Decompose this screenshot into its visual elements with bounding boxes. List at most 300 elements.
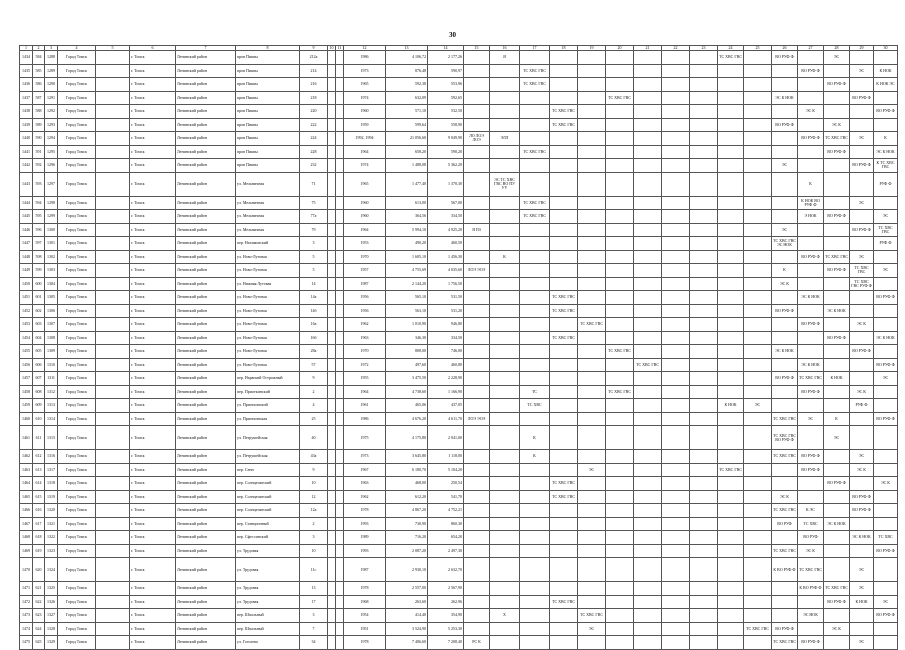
cell-c25 bbox=[744, 463, 772, 477]
cell-c16 bbox=[490, 463, 520, 477]
cell-c15 bbox=[464, 210, 490, 224]
cell-c29 bbox=[850, 291, 874, 305]
cell-house: 12 bbox=[300, 490, 328, 504]
cell-n: 1323 bbox=[45, 544, 58, 558]
cell-c15 bbox=[464, 331, 490, 345]
cell-c19: ТС ХВС ГВС bbox=[578, 318, 606, 332]
cell-street: ул. Трудовая bbox=[236, 544, 300, 558]
cell-c23 bbox=[690, 622, 718, 636]
cell-c29 bbox=[850, 477, 874, 491]
cell-town: г. Томск bbox=[130, 250, 176, 264]
cell-c19 bbox=[578, 595, 606, 609]
column-number: 12 bbox=[344, 46, 386, 51]
cell-c28 bbox=[824, 318, 850, 332]
cell-empty bbox=[328, 517, 336, 531]
cell-year: 1987 bbox=[344, 277, 386, 291]
cell-id: 1439 bbox=[20, 118, 33, 132]
cell-c17 bbox=[520, 159, 550, 173]
cell-c17 bbox=[520, 531, 550, 545]
cell-empty bbox=[328, 544, 336, 558]
cell-c28: ЭС К bbox=[824, 118, 850, 132]
cell-c22 bbox=[662, 399, 690, 413]
cell-area: 612,20 bbox=[386, 490, 428, 504]
cell-c15 bbox=[464, 159, 490, 173]
cell-c18: ТС ХВС ГВС bbox=[550, 595, 578, 609]
cell-house: 214 bbox=[300, 64, 328, 78]
cell-c22 bbox=[662, 145, 690, 159]
cell-c24 bbox=[718, 223, 744, 237]
cell-empty bbox=[328, 91, 336, 105]
cell-c19 bbox=[578, 223, 606, 237]
cell-c25 bbox=[744, 490, 772, 504]
cell-district: Ленинский район bbox=[176, 426, 236, 450]
cell-empty bbox=[328, 118, 336, 132]
cell-c29 bbox=[850, 51, 874, 65]
cell-house: 2 bbox=[300, 517, 328, 531]
cell-id: 1449 bbox=[20, 264, 33, 278]
cell-c23 bbox=[690, 210, 718, 224]
cell-total: 2 497,30 bbox=[428, 544, 464, 558]
cell-c27 bbox=[798, 331, 824, 345]
cell-c25 bbox=[744, 78, 772, 92]
cell-c25 bbox=[744, 582, 772, 596]
cell-empty bbox=[336, 504, 344, 518]
cell-town: г. Томск bbox=[130, 223, 176, 237]
cell-town: г. Томск bbox=[130, 159, 176, 173]
cell-c29: ТС ХВС ГВС РУФ Ф bbox=[850, 277, 874, 291]
cell-c25 bbox=[744, 450, 772, 464]
cell-empty bbox=[328, 172, 336, 196]
cell-c15 bbox=[464, 277, 490, 291]
cell-house: 75 bbox=[300, 196, 328, 210]
cell-empty bbox=[328, 399, 336, 413]
cell-c29: ЭС bbox=[850, 196, 874, 210]
cell-empty bbox=[336, 622, 344, 636]
cell-c15 bbox=[464, 450, 490, 464]
cell-empty bbox=[96, 544, 130, 558]
cell-c25 bbox=[744, 609, 772, 623]
cell-year: 1975 bbox=[344, 426, 386, 450]
cell-c15 bbox=[464, 477, 490, 491]
cell-empty bbox=[328, 277, 336, 291]
cell-c23 bbox=[690, 51, 718, 65]
cell-town: г. Томск bbox=[130, 264, 176, 278]
cell-c19 bbox=[578, 490, 606, 504]
cell-empty bbox=[328, 237, 336, 251]
cell-empty bbox=[96, 318, 130, 332]
cell-c21 bbox=[634, 622, 662, 636]
cell-year: 1961 bbox=[344, 399, 386, 413]
cell-city: Город Томск bbox=[58, 223, 96, 237]
cell-c29: К НОК bbox=[850, 595, 874, 609]
cell-area: 4 676,20 bbox=[386, 412, 428, 426]
cell-c21 bbox=[634, 582, 662, 596]
cell-city: Город Томск bbox=[58, 358, 96, 372]
cell-c17: ТС ХВС ГВС bbox=[520, 210, 550, 224]
cell-c25 bbox=[744, 172, 772, 196]
cell-street: ул. Ново-Лутовая bbox=[236, 358, 300, 372]
cell-c27 bbox=[798, 78, 824, 92]
cell-c24 bbox=[718, 358, 744, 372]
cell-c24 bbox=[718, 237, 744, 251]
cell-c28 bbox=[824, 105, 850, 119]
cell-year: 1962 bbox=[344, 318, 386, 332]
cell-c24 bbox=[718, 477, 744, 491]
cell-seq: 621 bbox=[33, 582, 45, 596]
cell-c28 bbox=[824, 237, 850, 251]
cell-id: 1437 bbox=[20, 91, 33, 105]
table-row bbox=[20, 105, 898, 119]
cell-c28: ТС ХВС ГВС bbox=[824, 250, 850, 264]
cell-empty bbox=[336, 531, 344, 545]
cell-c19 bbox=[578, 426, 606, 450]
cell-empty bbox=[96, 517, 130, 531]
cell-area: 490,20 bbox=[386, 237, 428, 251]
cell-c30 bbox=[874, 622, 898, 636]
table-row bbox=[20, 558, 898, 582]
cell-id: 1453 bbox=[20, 318, 33, 332]
cell-c18 bbox=[550, 159, 578, 173]
cell-area: 2 930,10 bbox=[386, 558, 428, 582]
cell-c25 bbox=[744, 51, 772, 65]
cell-c28: К НОК bbox=[824, 372, 850, 386]
cell-c23 bbox=[690, 582, 718, 596]
cell-id: 1459 bbox=[20, 399, 33, 413]
cell-street: ул. Мельничная bbox=[236, 172, 300, 196]
cell-c22 bbox=[662, 426, 690, 450]
cell-empty bbox=[336, 636, 344, 650]
cell-empty bbox=[96, 237, 130, 251]
cell-n: 1325 bbox=[45, 582, 58, 596]
cell-c30: К НОК ЭС bbox=[874, 78, 898, 92]
cell-street: пров Пияпы bbox=[236, 51, 300, 65]
cell-c30 bbox=[874, 318, 898, 332]
cell-c18 bbox=[550, 172, 578, 196]
cell-city: Город Томск bbox=[58, 636, 96, 650]
cell-c29: ЭС bbox=[850, 636, 874, 650]
table-row bbox=[20, 490, 898, 504]
cell-c20 bbox=[606, 582, 634, 596]
cell-c29 bbox=[850, 210, 874, 224]
cell-area: 263,60 bbox=[386, 595, 428, 609]
cell-street: ул. Трудовая bbox=[236, 582, 300, 596]
cell-n: 1328 bbox=[45, 622, 58, 636]
cell-street: ул. Петрушейская bbox=[236, 450, 300, 464]
cell-empty bbox=[96, 105, 130, 119]
cell-street: пер. Солнцепятский bbox=[236, 490, 300, 504]
cell-empty bbox=[96, 463, 130, 477]
cell-c29: ЭС К bbox=[850, 385, 874, 399]
cell-year: 1986 bbox=[344, 51, 386, 65]
cell-c24 bbox=[718, 78, 744, 92]
cell-c27: ВО РУФ Ф bbox=[798, 318, 824, 332]
cell-seq: 589 bbox=[33, 118, 45, 132]
cell-c15 bbox=[464, 51, 490, 65]
cell-id: 1455 bbox=[20, 345, 33, 359]
cell-year: 1992, 1994 bbox=[344, 132, 386, 146]
cell-c15 bbox=[464, 172, 490, 196]
cell-c20 bbox=[606, 145, 634, 159]
cell-total: 4 752,21 bbox=[428, 504, 464, 518]
cell-c30 bbox=[874, 304, 898, 318]
cell-n: 1297 bbox=[45, 172, 58, 196]
cell-c18: ТС ХВС ГВС bbox=[550, 118, 578, 132]
cell-c25 bbox=[744, 237, 772, 251]
cell-c22 bbox=[662, 636, 690, 650]
cell-c20 bbox=[606, 463, 634, 477]
cell-total: 590,20 bbox=[428, 145, 464, 159]
cell-c28 bbox=[824, 490, 850, 504]
cell-empty bbox=[336, 51, 344, 65]
cell-c16 bbox=[490, 490, 520, 504]
cell-c25 bbox=[744, 477, 772, 491]
cell-city: Город Томск bbox=[58, 622, 96, 636]
cell-c23 bbox=[690, 385, 718, 399]
cell-c19 bbox=[578, 450, 606, 464]
cell-house: 220 bbox=[300, 105, 328, 119]
cell-c21 bbox=[634, 196, 662, 210]
cell-district: Ленинский район bbox=[176, 450, 236, 464]
cell-id: 1465 bbox=[20, 490, 33, 504]
cell-c20 bbox=[606, 558, 634, 582]
cell-c23 bbox=[690, 477, 718, 491]
cell-c19 bbox=[578, 237, 606, 251]
cell-c15 bbox=[464, 372, 490, 386]
cell-street: пер. Сфессинский bbox=[236, 531, 300, 545]
cell-c15 bbox=[464, 463, 490, 477]
cell-c20 bbox=[606, 544, 634, 558]
cell-c28 bbox=[824, 91, 850, 105]
cell-n: 1317 bbox=[45, 463, 58, 477]
cell-c24 bbox=[718, 318, 744, 332]
cell-c26 bbox=[772, 250, 798, 264]
cell-c17 bbox=[520, 318, 550, 332]
cell-c18 bbox=[550, 558, 578, 582]
cell-c29 bbox=[850, 172, 874, 196]
table-row bbox=[20, 609, 898, 623]
cell-n: 1292 bbox=[45, 105, 58, 119]
cell-c22 bbox=[662, 609, 690, 623]
cell-area: 364,56 bbox=[386, 210, 428, 224]
cell-empty bbox=[96, 490, 130, 504]
cell-empty bbox=[328, 595, 336, 609]
cell-town: г. Томск bbox=[130, 450, 176, 464]
cell-area: 3 645,80 bbox=[386, 450, 428, 464]
cell-empty bbox=[328, 426, 336, 450]
cell-c26 bbox=[772, 172, 798, 196]
cell-city: Город Томск bbox=[58, 385, 96, 399]
cell-empty bbox=[96, 291, 130, 305]
cell-id: 1440 bbox=[20, 132, 33, 146]
cell-c25 bbox=[744, 91, 772, 105]
cell-year: 1978 bbox=[344, 504, 386, 518]
cell-n: 1296 bbox=[45, 159, 58, 173]
cell-town: г. Томск bbox=[130, 463, 176, 477]
cell-town: г. Томск bbox=[130, 196, 176, 210]
cell-house: 14б bbox=[300, 304, 328, 318]
cell-c16 bbox=[490, 636, 520, 650]
cell-c30 bbox=[874, 558, 898, 582]
cell-district: Ленинский район bbox=[176, 385, 236, 399]
cell-c18 bbox=[550, 412, 578, 426]
cell-c23 bbox=[690, 91, 718, 105]
cell-district: Ленинский район bbox=[176, 277, 236, 291]
cell-empty bbox=[96, 223, 130, 237]
cell-city: Город Томск bbox=[58, 331, 96, 345]
cell-c25 bbox=[744, 64, 772, 78]
cell-town: г. Томск bbox=[130, 277, 176, 291]
cell-c27 bbox=[798, 304, 824, 318]
cell-total: 946,80 bbox=[428, 318, 464, 332]
cell-c16 bbox=[490, 159, 520, 173]
table-row bbox=[20, 250, 898, 264]
cell-c23 bbox=[690, 291, 718, 305]
cell-c21 bbox=[634, 399, 662, 413]
cell-seq: 586 bbox=[33, 78, 45, 92]
cell-c24 bbox=[718, 118, 744, 132]
cell-c24 bbox=[718, 372, 744, 386]
cell-c25 bbox=[744, 277, 772, 291]
cell-city: Город Томск bbox=[58, 531, 96, 545]
cell-c30: К НОК bbox=[874, 64, 898, 78]
cell-c23 bbox=[690, 237, 718, 251]
cell-empty bbox=[96, 118, 130, 132]
table-row bbox=[20, 517, 898, 531]
cell-n: 1321 bbox=[45, 517, 58, 531]
cell-c23 bbox=[690, 450, 718, 464]
cell-house: 3 bbox=[300, 609, 328, 623]
cell-street: пров Пияпы bbox=[236, 118, 300, 132]
cell-city: Город Томск bbox=[58, 264, 96, 278]
cell-c16: К bbox=[490, 250, 520, 264]
column-number: 4 bbox=[58, 46, 96, 51]
cell-empty bbox=[96, 636, 130, 650]
cell-street: ул. Приоткинская bbox=[236, 412, 300, 426]
cell-c15 bbox=[464, 250, 490, 264]
cell-c16: Я bbox=[490, 51, 520, 65]
cell-empty bbox=[328, 477, 336, 491]
cell-c18 bbox=[550, 91, 578, 105]
cell-house: 5 bbox=[300, 250, 328, 264]
cell-c19 bbox=[578, 345, 606, 359]
cell-c18 bbox=[550, 385, 578, 399]
cell-district: Ленинский район bbox=[176, 172, 236, 196]
table-row bbox=[20, 78, 898, 92]
cell-c18 bbox=[550, 345, 578, 359]
cell-house: 224 bbox=[300, 132, 328, 146]
cell-empty bbox=[336, 264, 344, 278]
cell-area: 4 106,72 bbox=[386, 51, 428, 65]
cell-city: Город Томск bbox=[58, 558, 96, 582]
cell-total: 1 756,50 bbox=[428, 277, 464, 291]
cell-c22 bbox=[662, 118, 690, 132]
cell-area: 2 144,20 bbox=[386, 277, 428, 291]
cell-town: г. Томск bbox=[130, 636, 176, 650]
cell-c30: ЭС bbox=[874, 210, 898, 224]
cell-street: ул. Трудовая bbox=[236, 558, 300, 582]
cell-seq: 620 bbox=[33, 558, 45, 582]
column-number: 21 bbox=[634, 46, 662, 51]
cell-town: г. Томск bbox=[130, 531, 176, 545]
cell-city: Город Томск bbox=[58, 490, 96, 504]
cell-c24: ТС ХВС ГВС bbox=[718, 51, 744, 65]
cell-city: Город Томск bbox=[58, 91, 96, 105]
cell-town: г. Томск bbox=[130, 412, 176, 426]
cell-n: 1311 bbox=[45, 372, 58, 386]
cell-c22 bbox=[662, 345, 690, 359]
cell-c17: ТС bbox=[520, 385, 550, 399]
cell-c21 bbox=[634, 331, 662, 345]
cell-c24 bbox=[718, 91, 744, 105]
cell-city: Город Томск bbox=[58, 517, 96, 531]
cell-town: г. Томск bbox=[130, 385, 176, 399]
cell-c24 bbox=[718, 64, 744, 78]
cell-c20 bbox=[606, 105, 634, 119]
cell-c20 bbox=[606, 531, 634, 545]
cell-id: 1462 bbox=[20, 450, 33, 464]
cell-c16 bbox=[490, 477, 520, 491]
cell-c24 bbox=[718, 105, 744, 119]
cell-c28 bbox=[824, 345, 850, 359]
cell-c22 bbox=[662, 105, 690, 119]
cell-total: 4 035,60 bbox=[428, 264, 464, 278]
cell-c18 bbox=[550, 426, 578, 450]
cell-c26: ЭС К НОК bbox=[772, 91, 798, 105]
cell-area: 2 557,00 bbox=[386, 582, 428, 596]
cell-c27 bbox=[798, 145, 824, 159]
cell-c23 bbox=[690, 412, 718, 426]
cell-c17 bbox=[520, 463, 550, 477]
cell-district: Ленинский район bbox=[176, 544, 236, 558]
cell-c30 bbox=[874, 450, 898, 464]
cell-c17 bbox=[520, 372, 550, 386]
cell-c30: ЭС bbox=[874, 372, 898, 386]
cell-c16 bbox=[490, 223, 520, 237]
cell-c23 bbox=[690, 609, 718, 623]
cell-n: 1319 bbox=[45, 490, 58, 504]
cell-c21 bbox=[634, 490, 662, 504]
cell-c22 bbox=[662, 250, 690, 264]
cell-c27 bbox=[798, 223, 824, 237]
cell-area: 3 524,90 bbox=[386, 622, 428, 636]
cell-c26 bbox=[772, 331, 798, 345]
cell-c15 bbox=[464, 582, 490, 596]
cell-town: г. Томск bbox=[130, 304, 176, 318]
cell-district: Ленинский район bbox=[176, 196, 236, 210]
cell-c15 bbox=[464, 595, 490, 609]
cell-empty bbox=[336, 291, 344, 305]
cell-district: Ленинский район bbox=[176, 159, 236, 173]
cell-c29: ЭС К bbox=[850, 318, 874, 332]
cell-house: 222 bbox=[300, 118, 328, 132]
cell-c22 bbox=[662, 558, 690, 582]
cell-empty bbox=[336, 237, 344, 251]
cell-c22 bbox=[662, 304, 690, 318]
cell-empty bbox=[96, 372, 130, 386]
cell-district: Ленинский район bbox=[176, 490, 236, 504]
cell-c19 bbox=[578, 372, 606, 386]
cell-c25 bbox=[744, 558, 772, 582]
cell-c20: ТС ХВС ГВС bbox=[606, 91, 634, 105]
cell-c16 bbox=[490, 331, 520, 345]
cell-c30 bbox=[874, 51, 898, 65]
cell-c23 bbox=[690, 318, 718, 332]
cell-c28: К bbox=[824, 412, 850, 426]
cell-c29 bbox=[850, 358, 874, 372]
cell-c21 bbox=[634, 159, 662, 173]
cell-id: 1447 bbox=[20, 237, 33, 251]
cell-c18 bbox=[550, 544, 578, 558]
